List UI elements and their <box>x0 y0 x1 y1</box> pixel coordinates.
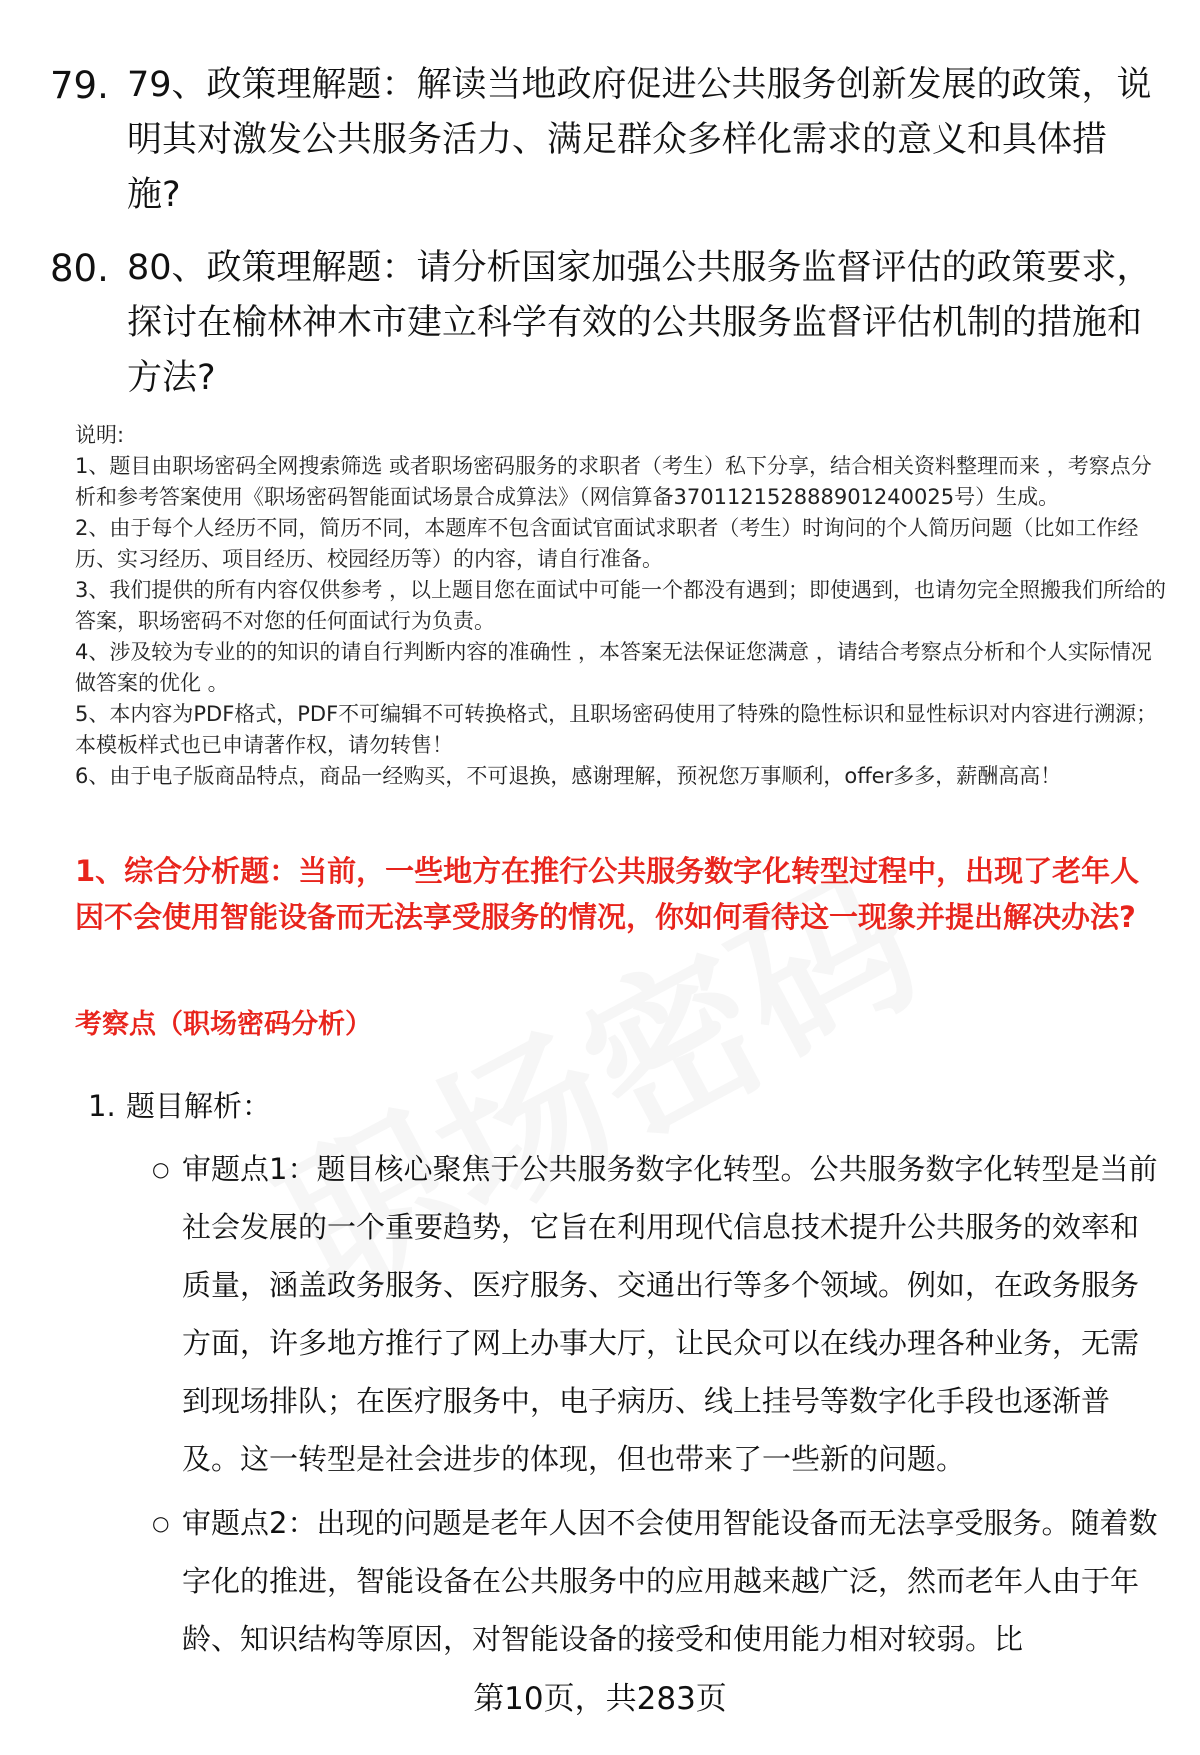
question-80 <box>50 241 1160 406</box>
question-79 <box>50 58 1160 223</box>
note-item: 1、题目由职场密码全网搜索筛选 或者职场密码服务的求职者（考生）私下分享，结合相关资料整理而来 ，考察点分析和参考答案使用《职场密码智能面试场景合成算法》（网信算备370112152888901240025号）生成。 <box>75 454 1152 509</box>
analysis-question: 1、综合分析题：当前，一些地方在推行公共服务数字化转型过程中，出现了老年人因不会使用智能设备而无法享受服务的情况，你如何看待这一现象并提出解决办法? <box>75 854 1140 934</box>
section-title: 题目解析： <box>126 1089 272 1123</box>
bullet-list <box>152 1140 1167 1674</box>
bullet-text: 审题点2：出现的问题是老年人因不会使用智能设备而无法享受服务。随着数字化的推进，智能设备在公共服务中的应用越来越广泛，然而老年人由于年龄、知识结构等原因，对智能设备的接受和使用能力相对较弱。比 <box>182 1506 1158 1656</box>
note-item: 6、由于电子版商品特点，商品一经购买，不可退换，感谢理解，预祝您万事顺利，offer多多，薪酬高高！ <box>75 764 1062 788</box>
circle-bullet-icon: ○ <box>152 1511 170 1535</box>
question-text: 79、政策理解题：解读当地政府促进公共服务创新发展的政策，说明其对激发公共服务活力、满足群众多样化需求的意义和具体措施? <box>127 65 1152 215</box>
kaocha-heading: 考察点（职场密码分析） <box>75 1009 372 1040</box>
page-footer: 第10页，共283页 <box>473 1681 727 1717</box>
notes-title: 说明: <box>75 423 125 447</box>
question-text: 80、政策理解题：请分析国家加强公共服务监督评估的政策要求，探讨在榆林神木市建立科学有效的公共服务监督评估机制的措施和方法? <box>127 248 1152 398</box>
question-number: 80. <box>50 247 109 290</box>
note-item: 2、由于每个人经历不同，简历不同，本题库不包含面试官面试求职者（考生）时询问的个人简历问题（比如工作经历、实习经历、项目经历、校园经历等）的内容，请自行准备。 <box>75 516 1139 571</box>
question-number: 79. <box>50 64 109 107</box>
note-item: 5、本内容为PDF格式，PDF不可编辑不可转换格式，且职场密码使用了特殊的隐性标识和显性标识对内容进行溯源；本模板样式也已申请著作权，请勿转售！ <box>75 702 1158 757</box>
section-heading <box>88 1083 271 1129</box>
notes-block <box>75 420 1170 792</box>
circle-bullet-icon: ○ <box>152 1157 170 1181</box>
list-item <box>152 1140 1167 1488</box>
note-item: 3、我们提供的所有内容仅供参考 ，以上题目您在面试中可能一个都没有遇到；即使遇到，也请勿完全照搬我们所给的答案，职场密码不对您的任何面试行为负责。 <box>75 578 1167 633</box>
note-item: 4、涉及较为专业的的知识的请自行判断内容的准确性 ，本答案无法保证您满意 ，请结合考察点分析和个人实际情况做答案的优化 。 <box>75 640 1152 695</box>
bullet-text: 审题点1：题目核心聚焦于公共服务数字化转型。公共服务数字化转型是当前社会发展的一个重要趋势，它旨在利用现代信息技术提升公共服务的效率和质量，涵盖政务服务、医疗服务、交通出行等多个领域。例如，在政务服务方面，许多地方推行了网上办事大厅，让民众可以在线办理各种业务，无需到现场排队；在医疗服务中，电子病历、线上挂号等数字化手段也逐渐普及。这一转型是社会进步的体现，但也带来了一些新的问题。 <box>182 1152 1158 1476</box>
question-list <box>50 58 1160 424</box>
list-item <box>152 1494 1167 1668</box>
section-number: 1. <box>88 1089 116 1123</box>
